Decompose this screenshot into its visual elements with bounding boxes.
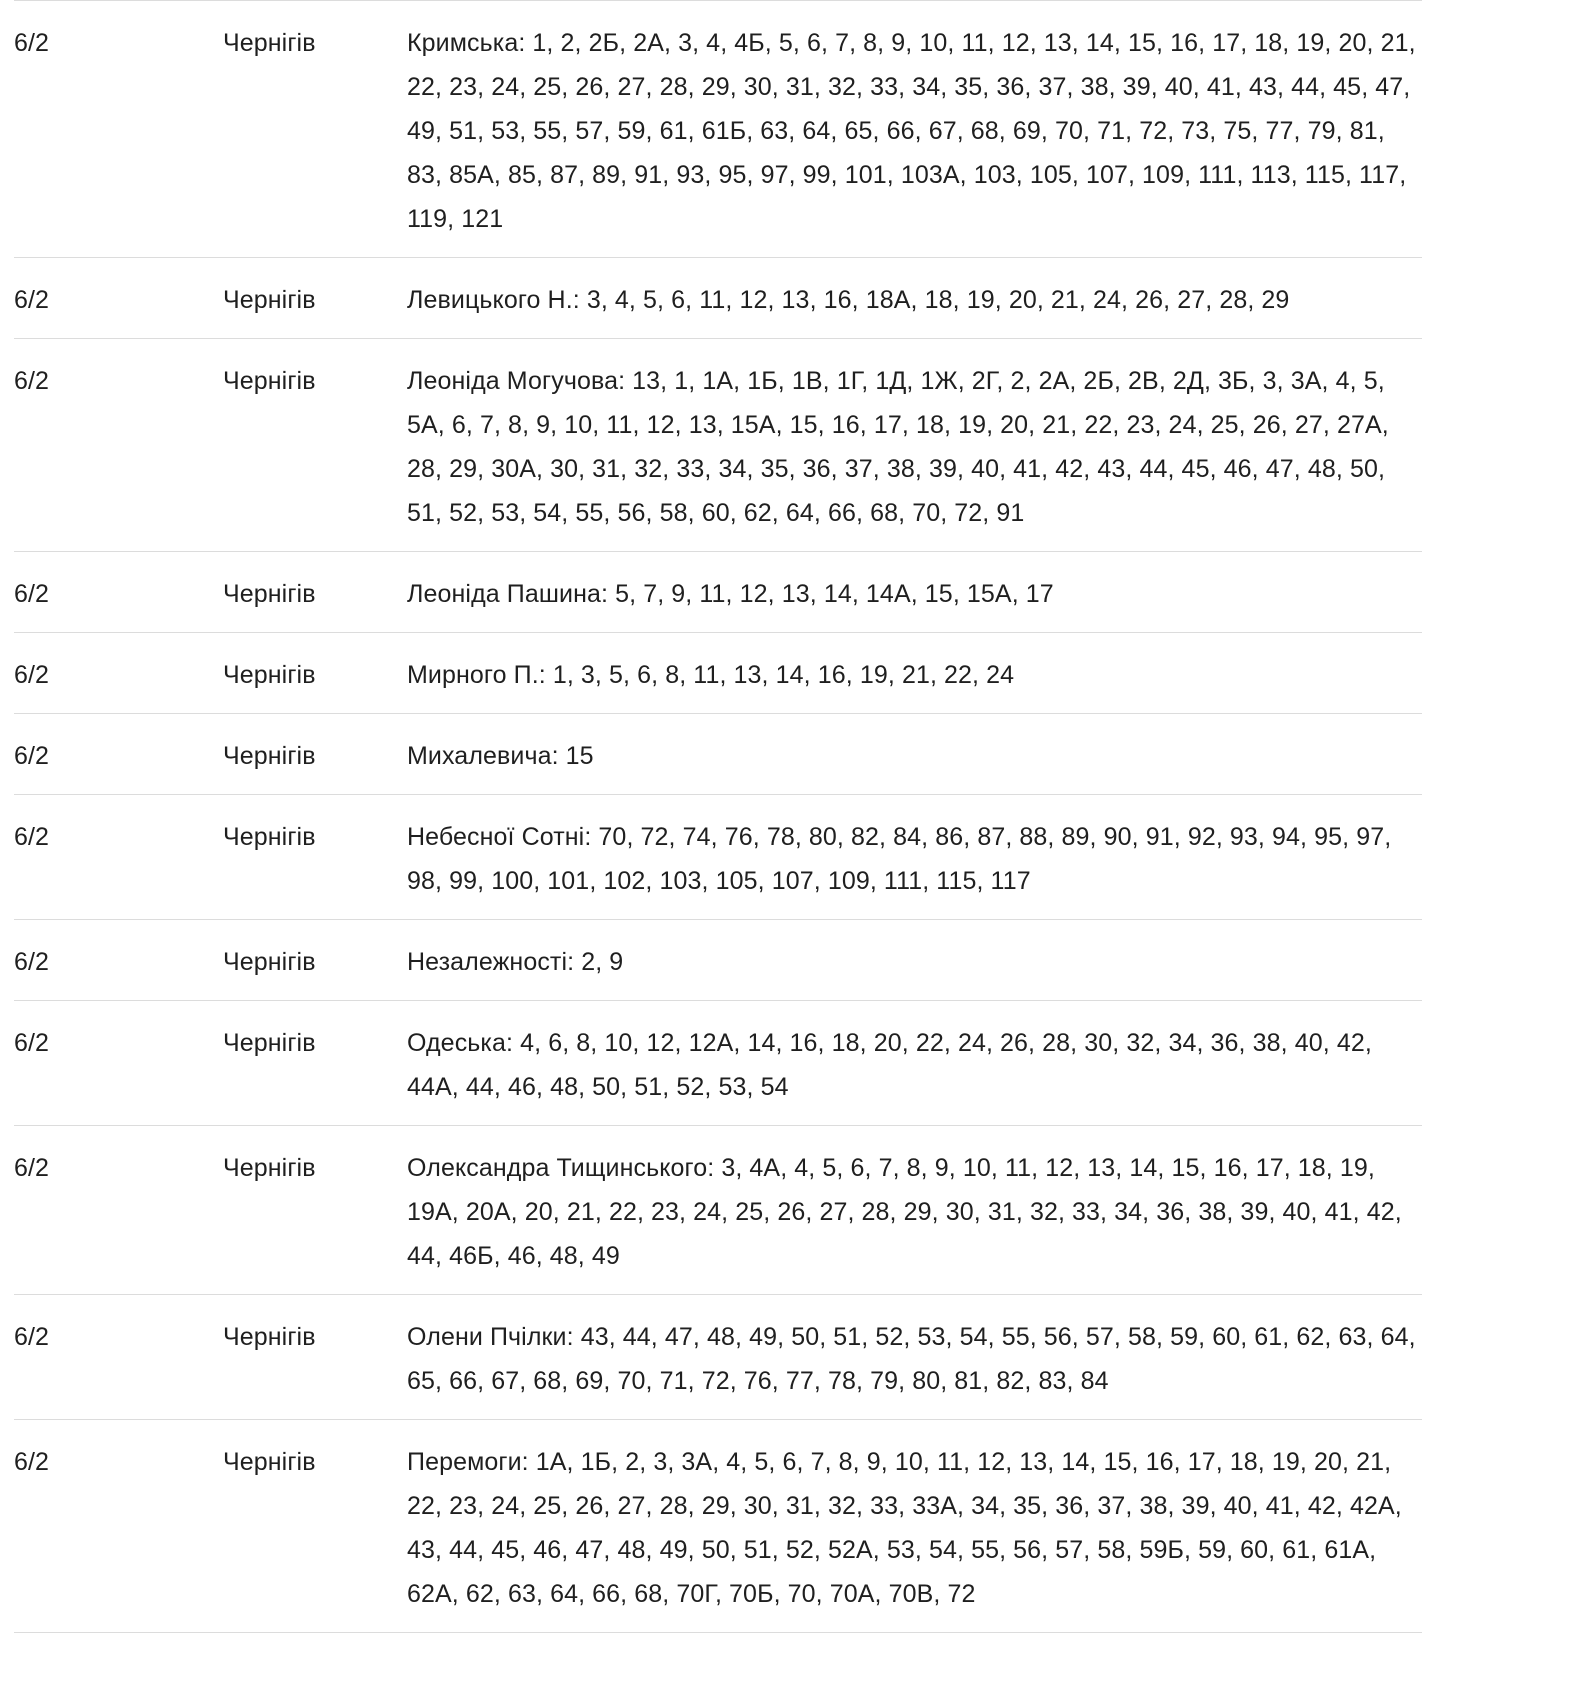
city-cell: Чернігів bbox=[223, 1323, 316, 1351]
table-row bbox=[14, 1, 1422, 258]
table-row bbox=[14, 795, 1422, 920]
queue-cell: 6/2 bbox=[14, 1323, 50, 1351]
city-cell: Чернігів bbox=[223, 1154, 316, 1182]
city-cell: Чернігів bbox=[223, 948, 316, 976]
table-row bbox=[14, 1126, 1422, 1295]
table-row bbox=[14, 258, 1422, 339]
city-cell: Чернігів bbox=[223, 661, 316, 689]
queue-cell: 6/2 bbox=[14, 742, 50, 770]
queue-cell: 6/2 bbox=[14, 29, 50, 57]
queue-cell: 6/2 bbox=[14, 286, 50, 314]
queue-cell: 6/2 bbox=[14, 948, 50, 976]
table-row bbox=[14, 1001, 1422, 1126]
outage-schedule-table bbox=[14, 0, 1422, 1633]
table-row bbox=[14, 339, 1422, 552]
city-cell: Чернігів bbox=[223, 29, 316, 57]
addresses-cell: Левицького Н.: 3, 4, 5, 6, 11, 12, 13, 16, 18А, 18, 19, 20, 21, 24, 26, 27, 28, 29 bbox=[407, 286, 1290, 314]
queue-cell: 6/2 bbox=[14, 661, 50, 689]
city-cell: Чернігів bbox=[223, 823, 316, 851]
table-row bbox=[14, 1420, 1422, 1633]
city-cell: Чернігів bbox=[223, 742, 316, 770]
addresses-cell: Кримська: 1, 2, 2Б, 2А, 3, 4, 4Б, 5, 6, 7, 8, 9, 10, 11, 12, 13, 14, 15, 16, 17, 18, 19, 20, 21, 22, 23, 24, 25, 26, 27, 28, 29, 30, 31, 32, 33, 34, 35, 36, 37, 38, 39, 40, 41, 43, 44, 45, 47, 49, 51, 53, 55, 57, 59, 61, 61Б, 63, 64, 65, 66, 67, 68, 69, 70, 71, 72, 73, 75, 77, 79, 81, 83, 85А, 85, 87, 89, 91, 93, 95, 97, 99, 101, 103А, 103, 105, 107, 109, 111, 113, 115, 117, 119, 121 bbox=[407, 29, 1416, 233]
queue-cell: 6/2 bbox=[14, 1154, 50, 1182]
queue-cell: 6/2 bbox=[14, 823, 50, 851]
city-cell: Чернігів bbox=[223, 286, 316, 314]
queue-cell: 6/2 bbox=[14, 580, 50, 608]
city-cell: Чернігів bbox=[223, 1448, 316, 1476]
queue-cell: 6/2 bbox=[14, 1029, 50, 1057]
addresses-cell: Олександра Тищинського: 3, 4А, 4, 5, 6, 7, 8, 9, 10, 11, 12, 13, 14, 15, 16, 17, 18, 19, 19А, 20А, 20, 21, 22, 23, 24, 25, 26, 27, 28, 29, 30, 31, 32, 33, 34, 36, 38, 39, 40, 41, 42, 44, 46Б, 46, 48, 49 bbox=[407, 1154, 1402, 1270]
addresses-cell: Леоніда Пашина: 5, 7, 9, 11, 12, 13, 14, 14А, 15, 15А, 17 bbox=[407, 580, 1054, 608]
table-row bbox=[14, 552, 1422, 633]
table-row bbox=[14, 714, 1422, 795]
city-cell: Чернігів bbox=[223, 367, 316, 395]
city-cell: Чернігів bbox=[223, 1029, 316, 1057]
addresses-cell: Одеська: 4, 6, 8, 10, 12, 12А, 14, 16, 18, 20, 22, 24, 26, 28, 30, 32, 34, 36, 38, 40, 42, 44А, 44, 46, 48, 50, 51, 52, 53, 54 bbox=[407, 1029, 1372, 1101]
addresses-cell: Незалежності: 2, 9 bbox=[407, 948, 624, 976]
addresses-cell: Михалевича: 15 bbox=[407, 742, 594, 770]
addresses-cell: Леоніда Могучова: 13, 1, 1А, 1Б, 1В, 1Г, 1Д, 1Ж, 2Г, 2, 2А, 2Б, 2В, 2Д, 3Б, 3, 3А, 4, 5, 5А, 6, 7, 8, 9, 10, 11, 12, 13, 15А, 15, 16, 17, 18, 19, 20, 21, 22, 23, 24, 25, 26, 27, 27А, 28, 29, 30А, 30, 31, 32, 33, 34, 35, 36, 37, 38, 39, 40, 41, 42, 43, 44, 45, 46, 47, 48, 50, 51, 52, 53, 54, 55, 56, 58, 60, 62, 64, 66, 68, 70, 72, 91 bbox=[407, 367, 1389, 527]
addresses-cell: Небесної Сотні: 70, 72, 74, 76, 78, 80, 82, 84, 86, 87, 88, 89, 90, 91, 92, 93, 94, 95, 97, 98, 99, 100, 101, 102, 103, 105, 107, 109, 111, 115, 117 bbox=[407, 823, 1392, 895]
city-cell: Чернігів bbox=[223, 580, 316, 608]
table-row bbox=[14, 920, 1422, 1001]
table-row bbox=[14, 633, 1422, 714]
queue-cell: 6/2 bbox=[14, 1448, 50, 1476]
table-row bbox=[14, 1295, 1422, 1420]
queue-cell: 6/2 bbox=[14, 367, 50, 395]
addresses-cell: Олени Пчілки: 43, 44, 47, 48, 49, 50, 51, 52, 53, 54, 55, 56, 57, 58, 59, 60, 61, 62, 63, 64, 65, 66, 67, 68, 69, 70, 71, 72, 76, 77, 78, 79, 80, 81, 82, 83, 84 bbox=[407, 1323, 1416, 1395]
addresses-cell: Перемоги: 1А, 1Б, 2, 3, 3А, 4, 5, 6, 7, 8, 9, 10, 11, 12, 13, 14, 15, 16, 17, 18, 19, 20, 21, 22, 23, 24, 25, 26, 27, 28, 29, 30, 31, 32, 33, 33А, 34, 35, 36, 37, 38, 39, 40, 41, 42, 42А, 43, 44, 45, 46, 47, 48, 49, 50, 51, 52, 52А, 53, 54, 55, 56, 57, 58, 59Б, 59, 60, 61, 61А, 62А, 62, 63, 64, 66, 68, 70Г, 70Б, 70, 70А, 70В, 72 bbox=[407, 1448, 1402, 1608]
addresses-cell: Мирного П.: 1, 3, 5, 6, 8, 11, 13, 14, 16, 19, 21, 22, 24 bbox=[407, 661, 1015, 689]
